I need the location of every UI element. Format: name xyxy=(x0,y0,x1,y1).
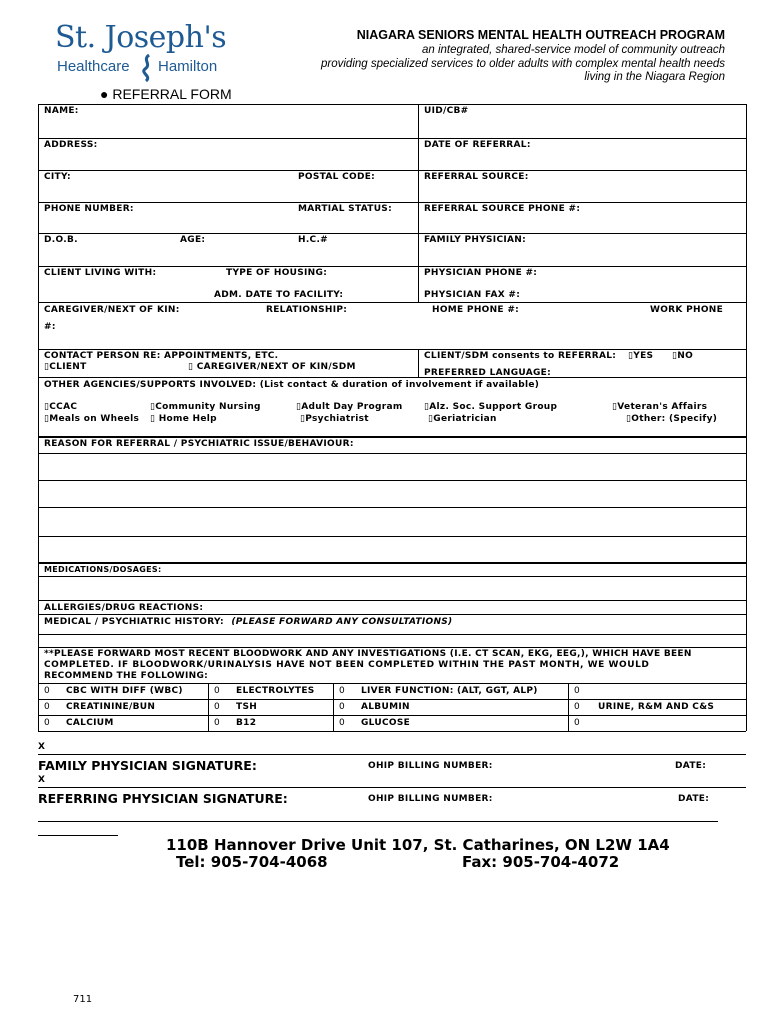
checkbox-icon[interactable]: ▯ xyxy=(672,351,678,361)
history-text: MEDICAL / PSYCHIATRIC HISTORY: xyxy=(44,617,224,627)
agency-geriatrician[interactable] xyxy=(428,414,497,424)
agency-alz[interactable] xyxy=(424,402,557,412)
test-checkbox[interactable]: 0 xyxy=(214,702,221,712)
logo-name: St. Joseph's xyxy=(55,20,227,55)
client-option-text: CLIENT xyxy=(49,362,87,372)
test-checkbox[interactable]: 0 xyxy=(214,686,221,696)
test-label: ALBUMIN xyxy=(361,702,410,712)
form-title-text: REFERRAL FORM xyxy=(112,86,232,102)
test-checkbox[interactable]: 0 xyxy=(339,702,346,712)
agency-text: Meals on Wheels xyxy=(49,414,140,424)
test-checkbox[interactable]: 0 xyxy=(44,702,51,712)
agency-other[interactable] xyxy=(626,414,717,424)
consent-no-option[interactable] xyxy=(672,351,693,361)
home-phone-label: HOME PHONE #: xyxy=(432,305,520,315)
test-checkbox[interactable]: 0 xyxy=(44,718,51,728)
postal-code-label: POSTAL CODE: xyxy=(298,172,376,182)
agency-text: Adult Day Program xyxy=(301,402,403,412)
consent-label: CLIENT/SDM consents to REFERRAL: xyxy=(424,351,617,361)
agency-text: Home Help xyxy=(155,414,217,424)
agencies-label: OTHER AGENCIES/SUPPORTS INVOLVED: (List contact & duration of involvement if available) xyxy=(44,380,540,390)
footer-code: 711 xyxy=(73,994,93,1005)
address-label: ADDRESS: xyxy=(44,140,98,150)
agency-text: Alz. Soc. Support Group xyxy=(429,402,558,412)
type-of-housing-label: TYPE OF HOUSING: xyxy=(226,268,328,278)
consent-yes-option[interactable] xyxy=(628,351,653,361)
agency-text: Other: (Specify) xyxy=(631,414,718,424)
test-label: CREATININE/BUN xyxy=(66,702,156,712)
name-label: NAME: xyxy=(44,106,79,116)
date-of-referral-label: DATE OF REFERRAL: xyxy=(424,140,531,150)
bullet-icon: ● xyxy=(100,86,109,102)
date-label-1: DATE: xyxy=(675,761,707,771)
checkbox-icon[interactable]: ▯ xyxy=(188,362,194,372)
agency-veterans[interactable] xyxy=(612,402,707,412)
program-sub-1: an integrated, shared-service model of community outreach xyxy=(422,44,725,56)
checkbox-icon[interactable]: ▯ xyxy=(296,402,302,412)
referring-physician-signature-label: REFERRING PHYSICIAN SIGNATURE: xyxy=(38,791,288,806)
relationship-label: RELATIONSHIP: xyxy=(266,305,348,315)
date-label-2: DATE: xyxy=(678,794,710,804)
age-label: AGE: xyxy=(180,235,206,245)
checkbox-icon[interactable]: ▯ xyxy=(628,351,634,361)
test-label: GLUCOSE xyxy=(361,718,411,728)
agency-text: Community Nursing xyxy=(155,402,261,412)
caregiver-label: CAREGIVER/NEXT OF KIN: xyxy=(44,305,180,315)
referral-source-phone-label: REFERRAL SOURCE PHONE #: xyxy=(424,204,581,214)
bloodwork-note-1: **PLEASE FORWARD MOST RECENT BLOODWORK AND ANY INVESTIGATIONS (I.E. CT SCAN, EKG, EEG,), WHICH HAVE BEEN xyxy=(44,649,692,659)
agency-home-help[interactable] xyxy=(150,414,217,424)
checkbox-icon[interactable]: ▯ xyxy=(44,362,50,372)
logo-ribbon-icon xyxy=(140,54,154,82)
checkbox-icon[interactable]: ▯ xyxy=(44,402,50,412)
test-checkbox[interactable]: 0 xyxy=(44,686,51,696)
sig-x-1: X xyxy=(38,742,46,752)
agency-text: Veteran's Affairs xyxy=(617,402,708,412)
adm-date-label: ADM. DATE TO FACILITY: xyxy=(214,290,344,300)
agency-text: Psychiatrist xyxy=(305,414,369,424)
agency-meals[interactable] xyxy=(44,414,139,424)
health-card-label: H.C.# xyxy=(298,235,329,245)
test-checkbox[interactable]: 0 xyxy=(339,686,346,696)
agency-psychiatrist[interactable] xyxy=(300,414,369,424)
program-title: NIAGARA SENIORS MENTAL HEALTH OUTREACH PROGRAM xyxy=(356,28,725,42)
caregiver-option[interactable] xyxy=(188,362,356,372)
contact-person-label: CONTACT PERSON RE: APPOINTMENTS, ETC. xyxy=(44,351,279,361)
test-label: TSH xyxy=(236,702,258,712)
checkbox-icon[interactable]: ▯ xyxy=(150,414,156,424)
bloodwork-note-3: RECOMMEND THE FOLLOWING: xyxy=(44,671,209,681)
test-label: ELECTROLYTES xyxy=(236,686,315,696)
checkbox-icon[interactable]: ▯ xyxy=(44,414,50,424)
test-checkbox[interactable]: 0 xyxy=(574,702,581,712)
form-title xyxy=(100,86,232,102)
logo-sub-right: Hamilton xyxy=(158,58,218,75)
reason-label: REASON FOR REFERRAL / PSYCHIATRIC ISSUE/BEHAVIOUR: xyxy=(44,439,354,449)
sig-x-2: X xyxy=(38,775,46,785)
checkbox-icon[interactable]: ▯ xyxy=(626,414,632,424)
test-label: CBC WITH DIFF (WBC) xyxy=(66,686,183,696)
family-physician-label: FAMILY PHYSICIAN: xyxy=(424,235,526,245)
ohip-label-1: OHIP BILLING NUMBER: xyxy=(368,761,493,771)
hash-label: #: xyxy=(44,322,56,332)
test-checkbox[interactable]: 0 xyxy=(339,718,346,728)
client-option[interactable] xyxy=(44,362,87,372)
history-label xyxy=(44,617,452,627)
history-note: (PLEASE FORWARD ANY CONSULTATIONS) xyxy=(231,617,453,627)
checkbox-icon[interactable]: ▯ xyxy=(612,402,618,412)
no-text: NO xyxy=(677,351,694,361)
test-label: URINE, R&M AND C&S xyxy=(598,702,715,712)
test-label: LIVER FUNCTION: (ALT, GGT, ALP) xyxy=(361,686,538,696)
allergies-label: ALLERGIES/DRUG REACTIONS: xyxy=(44,603,204,613)
footer-fax: Fax: 905-704-4072 xyxy=(462,853,620,871)
checkbox-icon[interactable]: ▯ xyxy=(150,402,156,412)
marital-status-label: MARTIAL STATUS: xyxy=(298,204,392,214)
medications-label: MEDICATIONS/DOSAGES: xyxy=(44,565,162,574)
physician-phone-label: PHYSICIAN PHONE #: xyxy=(424,268,538,278)
caregiver-option-text: CAREGIVER/NEXT OF KIN/SDM xyxy=(193,362,356,372)
ohip-label-2: OHIP BILLING NUMBER: xyxy=(368,794,493,804)
agency-text: Geriatrician xyxy=(433,414,497,424)
agency-ccac[interactable] xyxy=(44,402,77,412)
test-checkbox[interactable]: 0 xyxy=(574,718,581,728)
test-checkbox[interactable]: 0 xyxy=(214,718,221,728)
phone-number-label: PHONE NUMBER: xyxy=(44,204,134,214)
checkbox-icon[interactable]: ▯ xyxy=(424,402,430,412)
checkbox-icon[interactable]: ▯ xyxy=(300,414,306,424)
test-checkbox[interactable]: 0 xyxy=(574,686,581,696)
footer-tel: Tel: 905-704-4068 xyxy=(176,853,328,871)
agency-text: CCAC xyxy=(49,402,78,412)
referral-source-label: REFERRAL SOURCE: xyxy=(424,172,529,182)
bloodwork-note-2: COMPLETED. IF BLOODWORK/URINALYSIS HAVE NOT BEEN COMPLETED WITHIN THE PAST MONTH, WE WOULD xyxy=(44,660,650,670)
client-living-with-label: CLIENT LIVING WITH: xyxy=(44,268,157,278)
physician-fax-label: PHYSICIAN FAX #: xyxy=(424,290,521,300)
test-label: B12 xyxy=(236,718,257,728)
logo-sub-left: Healthcare xyxy=(57,58,130,75)
work-phone-label: WORK PHONE xyxy=(650,305,724,315)
program-sub-2: providing specialized services to older adults with complex mental health needs xyxy=(321,58,725,70)
test-label: CALCIUM xyxy=(66,718,114,728)
family-physician-signature-label: FAMILY PHYSICIAN SIGNATURE: xyxy=(38,758,257,773)
checkbox-icon[interactable]: ▯ xyxy=(428,414,434,424)
uid-label: UID/CB# xyxy=(424,106,469,116)
yes-text: YES xyxy=(633,351,654,361)
preferred-language-label: PREFERRED LANGUAGE: xyxy=(424,368,552,378)
program-sub-3: living in the Niagara Region xyxy=(584,71,725,83)
agency-adult-day[interactable] xyxy=(296,402,403,412)
agency-community-nursing[interactable] xyxy=(150,402,261,412)
dob-label: D.O.B. xyxy=(44,235,78,245)
city-label: CITY: xyxy=(44,172,71,182)
footer-address: 110B Hannover Drive Unit 107, St. Catharines, ON L2W 1A4 xyxy=(166,836,670,854)
reason-field[interactable] xyxy=(40,455,744,535)
